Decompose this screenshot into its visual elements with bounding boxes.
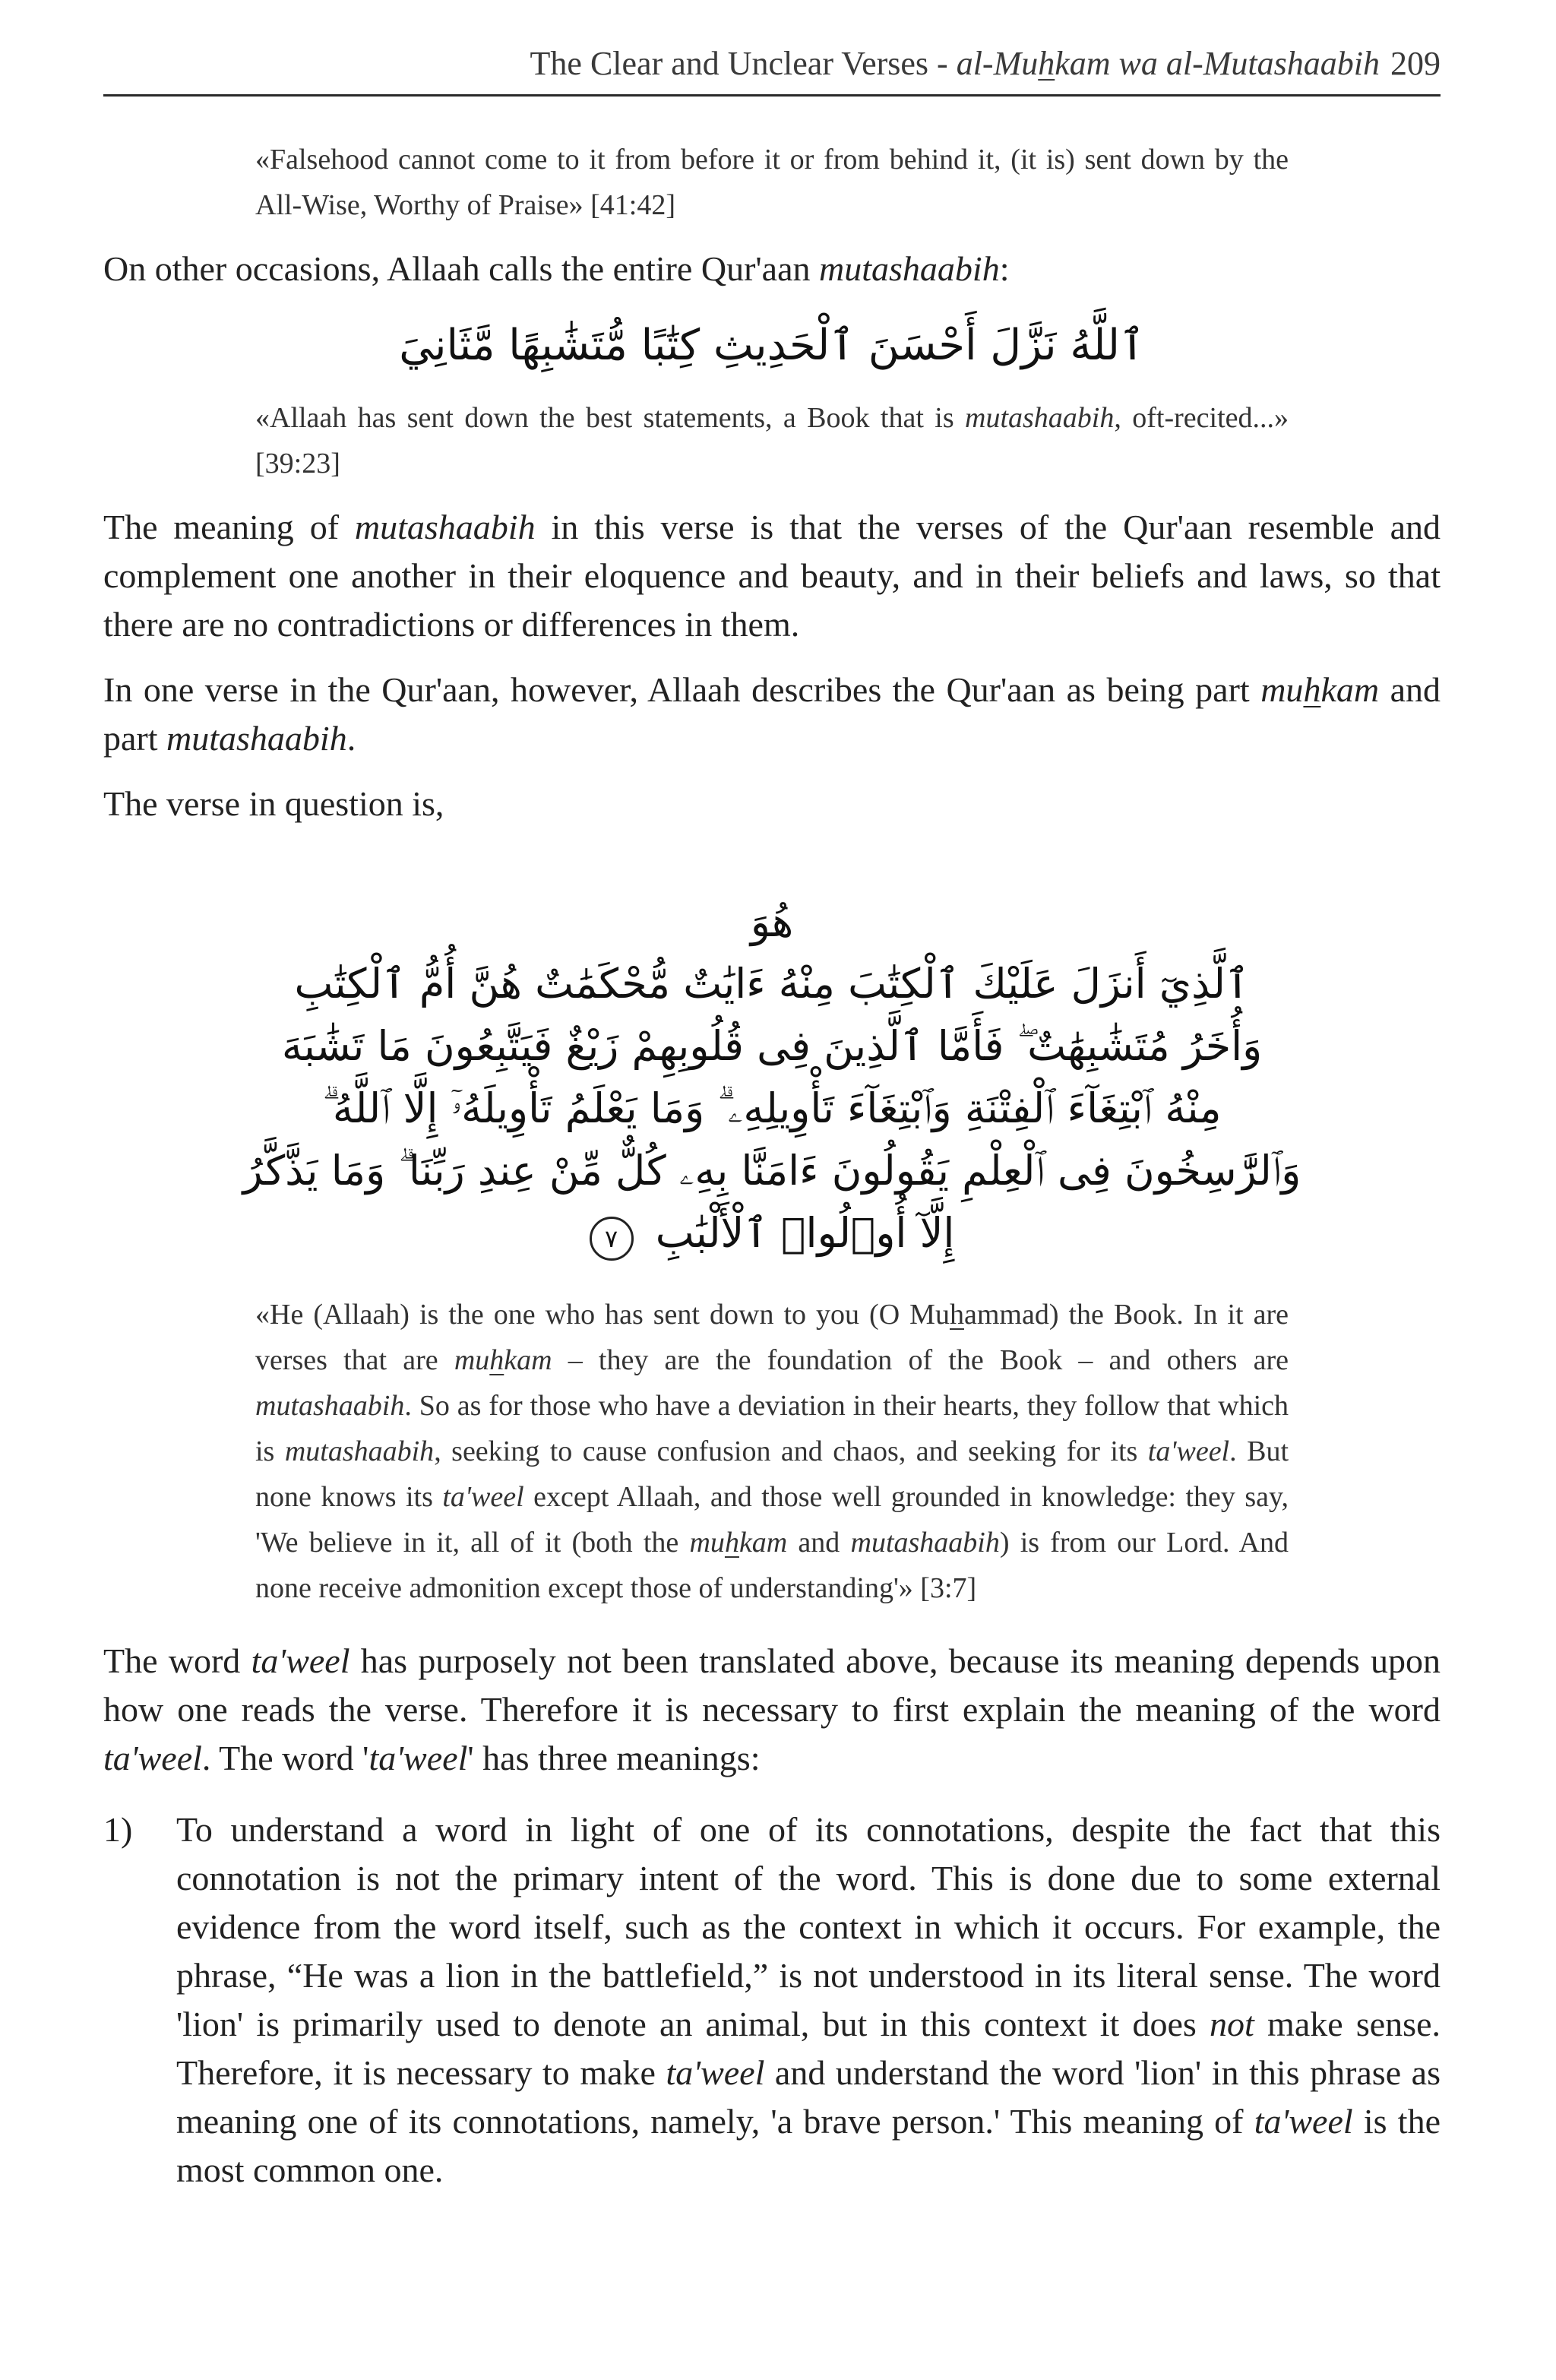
q3-t1u: h — [949, 1299, 964, 1331]
q3-i3: mutashaabih — [284, 1435, 435, 1467]
q2-text-a: «Allaah has sent down the best statements, a Book that is — [255, 402, 966, 434]
arabic-huwa: هُوَ — [750, 898, 794, 946]
header-title-plain: The Clear and Unclear Verses - — [530, 45, 957, 82]
q2-text-b: , oft-recited...» [39:23] — [255, 402, 1289, 479]
q3-i1u: h — [489, 1344, 504, 1376]
li1-i3: ta'weel — [1254, 2102, 1353, 2141]
p5-t4: ' has three meanings: — [467, 1739, 761, 1777]
li1-i2: ta'weel — [666, 2053, 765, 2092]
paragraph-2 — [103, 503, 1441, 649]
p3-italic-muhkam — [1260, 670, 1379, 709]
ayah-number-mark: ٧ — [590, 1217, 634, 1261]
meaning-list-item-1 — [103, 1806, 1441, 2195]
arabic-line-5 — [103, 1202, 1441, 1264]
q2-italic: mutashaabih — [965, 402, 1115, 434]
q3-i6 — [689, 1527, 787, 1559]
q3-i1b: kam — [504, 1344, 552, 1376]
p3-italic-b: kam — [1320, 670, 1380, 709]
paragraph-1 — [103, 245, 1441, 293]
paragraph-3 — [103, 666, 1441, 763]
li1-i1: not — [1210, 2005, 1254, 2043]
q3-t5: . But none knows its — [255, 1435, 1289, 1513]
p2-text-b: in this verse is that the verses of the Qur'aan resemble and complement one another in their eloquence and beauty, and in their beliefs and laws, so that there are no contradictions or differences in them. — [103, 508, 1441, 644]
q3-i6b: kam — [738, 1527, 788, 1559]
arabic-line-2: وَأُخَرُ مُتَشَٰبِهَٰتٌ ۖ فَأَمَّا ٱلَّذِينَ فِى قُلُوبِهِمْ زَيْغٌ فَيَتَّبِعُونَ مَا تَشَٰبَهَ — [281, 1022, 1263, 1070]
p5-t1: The word — [103, 1641, 251, 1680]
p3-italic-a: mu — [1260, 670, 1304, 709]
q3-t6: except Allaah, and those well grounded in knowledge: they say, 'We believe in it, all of it (both the — [255, 1481, 1289, 1559]
quote-41-42: «Falsehood cannot come to it from before it or from behind it, (it is) sent down by the All-Wise, Worthy of Praise» [41:42] — [255, 144, 1289, 221]
q3-i6u: h — [724, 1527, 739, 1559]
list-item-number: 1) — [103, 1810, 133, 1849]
p5-t2: has purposely not been translated above, because its meaning depends upon how one reads the verse. Therefore it is necessary to first explain the meaning of the word — [103, 1641, 1441, 1729]
q3-i4: ta'weel — [1147, 1435, 1230, 1467]
paragraph-4: The verse in question is, — [103, 784, 444, 823]
p3-text-c: . — [346, 719, 356, 758]
arabic-verse-39-23: ٱللَّهُ نَزَّلَ أَحْسَنَ ٱلْحَدِيثِ كِتَٰبًا مُّتَشَٰبِهًا مَّثَانِيَ — [399, 321, 1145, 370]
header-rule — [103, 94, 1441, 97]
p3-italic-mutashaabih: mutashaabih — [166, 719, 347, 758]
p3-italic-u: h — [1303, 670, 1321, 709]
q3-t8: ) is from our Lord. And none receive admonition except those of understanding'» [3:7] — [255, 1527, 1289, 1604]
p5-i3: ta'weel — [368, 1739, 468, 1777]
header-title-italic-a: al-Mu — [956, 45, 1039, 82]
q3-t1b: ammad) the Book. In it are verses that are — [255, 1299, 1289, 1376]
p1-italic: mutashaabih — [819, 249, 1000, 288]
q3-t7: and — [787, 1527, 851, 1559]
q3-t3: . So as for those who have a deviation in their hearts, they follow that which is — [255, 1390, 1289, 1467]
q3-i1 — [454, 1344, 552, 1376]
p3-text-a: In one verse in the Qur'aan, however, Allaah describes the Qur'aan as being part — [103, 670, 1261, 709]
li1-t3: and understand the word 'lion' in this phrase as meaning one of its connotations, namely, 'a brave person.' This meaning of — [176, 2053, 1441, 2141]
running-header — [103, 40, 1441, 88]
q3-t2: – they are the foundation of the Book – and others are — [552, 1344, 1289, 1376]
page-content — [103, 137, 1441, 2195]
header-title-italic — [957, 45, 1380, 82]
arabic-line-1: ٱلَّذِيٓ أَنزَلَ عَلَيْكَ ٱلْكِتَٰبَ مِنْهُ ءَايَٰتٌ مُّحْكَمَٰتٌ هُنَّ أُمُّ ٱلْكِتَٰبِ — [294, 960, 1250, 1008]
p1-text-b: : — [999, 249, 1010, 288]
q3-i7: mutashaabih — [850, 1527, 1000, 1559]
li1-t1: To understand a word in light of one of its connotations, despite the fact that this connotation is not the primary intent of the word. This is done due to some external evidence from the word itself, such as the context in which it occurs. For example, the phrase, “He was a lion in the battlefield,” is not understood in its literal sense. The word 'lion' is primarily used to denote an animal, but in this context it does — [176, 1810, 1441, 2043]
p5-i1: ta'weel — [251, 1641, 350, 1680]
header-title-italic-b: kam wa al-Mutashaabih — [1055, 45, 1380, 82]
quote-3-7 — [255, 1292, 1289, 1611]
q3-t1: «He (Allaah) is the one who has sent down to you (O Mu — [255, 1299, 950, 1331]
quote-39-23 — [255, 395, 1289, 486]
li1-t4: is the most common one. — [176, 2102, 1441, 2189]
arabic-line-3: مِنْهُ ٱبْتِغَآءَ ٱلْفِتْنَةِ وَٱبْتِغَآءَ تَأْوِيلِهِۦ ۗ وَمَا يَعْلَمُ تَأْوِيلَهُۥٓ إِلَّا ٱللَّهُ ۗ — [322, 1084, 1222, 1132]
arabic-verse-3-7 — [103, 892, 1441, 1264]
p5-i2: ta'weel — [103, 1739, 202, 1777]
header-title — [530, 45, 1380, 82]
p3-text-b: and part — [103, 670, 1441, 758]
page-number: 209 — [1390, 45, 1441, 82]
p5-t3: . The word ' — [201, 1739, 369, 1777]
q3-t4: , seeking to cause confusion and chaos, and seeking for its — [434, 1435, 1148, 1467]
p2-italic: mutashaabih — [354, 508, 536, 546]
list-item-body — [176, 1806, 1441, 2195]
q3-i5: ta'weel — [442, 1481, 524, 1513]
p2-text-a: The meaning of — [103, 508, 355, 546]
arabic-line-5-text: إِلَّآ أُو۟لُوا۟ ٱلْأَلْبَٰبِ — [655, 1209, 955, 1257]
q3-i6a: mu — [689, 1527, 725, 1559]
q3-i1a: mu — [454, 1344, 490, 1376]
arabic-line-4: وَٱلرَّٰسِخُونَ فِى ٱلْعِلْمِ يَقُولُونَ ءَامَنَّا بِهِۦ كُلٌّ مِّنْ عِندِ رَبِّنَا ۗ وَمَا يَذَّكَّرُ — [242, 1147, 1301, 1195]
li1-t2: make sense. Therefore, it is necessary to make — [176, 2005, 1441, 2092]
paragraph-5 — [103, 1637, 1441, 1783]
p1-text-a: On other occasions, Allaah calls the entire Qur'aan — [103, 249, 820, 288]
header-title-italic-u: h — [1038, 45, 1055, 82]
q3-i2: mutashaabih — [255, 1390, 405, 1422]
